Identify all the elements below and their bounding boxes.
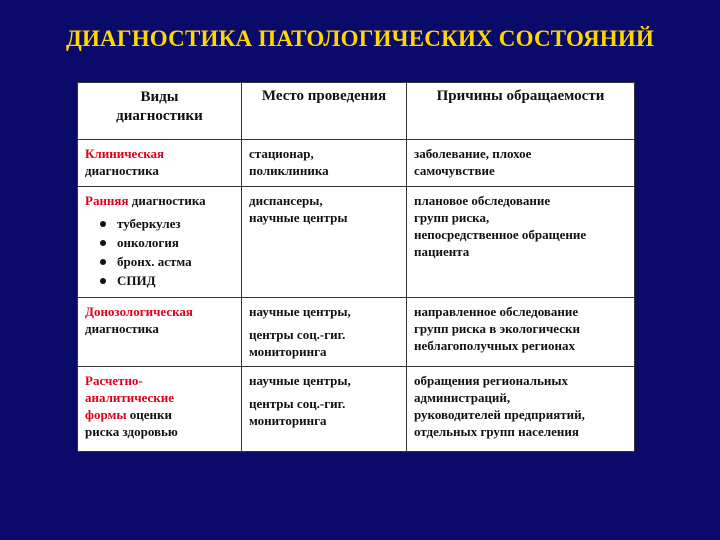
list-item-label: онкология	[117, 235, 179, 250]
reason-line: неблагополучных регионах	[414, 338, 576, 353]
cell-reasons	[407, 298, 635, 367]
reason-line: отдельных групп населения	[414, 424, 579, 439]
bullet-icon	[100, 221, 106, 227]
cell-location	[242, 187, 407, 298]
reason-line: направленное обследование	[414, 304, 579, 319]
type-highlight: Донозологическая	[85, 304, 193, 319]
cell-reasons	[407, 367, 635, 452]
type-highlight: Ранняя	[85, 193, 129, 208]
diagnostics-table	[77, 82, 634, 452]
location-line: диспансеры,	[249, 193, 323, 208]
type-highlight: аналитические	[85, 390, 175, 405]
type-text: оценки	[129, 407, 173, 422]
cell-location	[242, 140, 407, 187]
cell-diagnostic-type	[78, 298, 242, 367]
cell-reasons	[407, 187, 635, 298]
type-text: риска здоровью	[85, 424, 178, 439]
list-item	[99, 253, 235, 270]
location-line: поликлиника	[249, 163, 329, 178]
location-line: научные центры,	[249, 373, 351, 388]
reason-line: групп риска,	[414, 210, 490, 225]
cell-reasons	[407, 140, 635, 187]
cell-diagnostic-type	[78, 187, 242, 298]
list-item-label: бронх. астма	[117, 254, 192, 269]
reason-line: руководителей предприятий,	[414, 407, 585, 422]
list-item	[99, 272, 235, 289]
type-highlight: Расчетно-	[85, 373, 143, 388]
location-line: центры соц.-гиг.	[249, 396, 346, 411]
location-line: научные центры	[249, 210, 348, 225]
type-text: диагностика	[85, 163, 159, 178]
slide-title: ДИАГНОСТИКА ПАТОЛОГИЧЕСКИХ СОСТОЯНИЙ	[65, 26, 655, 51]
header-location: Место проведения	[242, 83, 407, 140]
header-diagnostic-types: Виды диагностики	[78, 83, 242, 140]
reason-line: групп риска в экологически	[414, 321, 580, 336]
table-row	[78, 367, 635, 452]
location-line: стационар,	[249, 146, 314, 161]
list-item-label: СПИД	[117, 273, 156, 288]
bullet-icon	[100, 240, 106, 246]
reason-line: самочувствие	[414, 163, 495, 178]
list-item-label: туберкулез	[117, 216, 181, 231]
location-line: центры соц.-гиг.	[249, 327, 346, 342]
disease-list	[85, 215, 235, 289]
location-line: научные центры,	[249, 304, 351, 319]
cell-diagnostic-type	[78, 140, 242, 187]
table-header-row	[78, 83, 635, 140]
table-row	[78, 140, 635, 187]
cell-location	[242, 367, 407, 452]
table-row	[78, 298, 635, 367]
type-highlight: Клиническая	[85, 146, 165, 161]
reason-line: непосредственное обращение	[414, 227, 587, 242]
location-line: мониторинга	[249, 413, 327, 428]
list-item	[99, 215, 235, 232]
table-row	[78, 187, 635, 298]
list-item	[99, 234, 235, 251]
type-text: диагностика	[85, 321, 159, 336]
cell-location	[242, 298, 407, 367]
reason-line: администраций,	[414, 390, 511, 405]
type-highlight: формы	[85, 407, 127, 422]
cell-diagnostic-type	[78, 367, 242, 452]
reason-line: обращения региональных	[414, 373, 569, 388]
bullet-icon	[100, 259, 106, 265]
reason-line: плановое обследование	[414, 193, 551, 208]
reason-line: заболевание, плохое	[414, 146, 532, 161]
reason-line: пациента	[414, 244, 470, 259]
bullet-icon	[100, 278, 106, 284]
type-text: диагностика	[131, 193, 206, 208]
location-line: мониторинга	[249, 344, 327, 359]
header-reasons: Причины обращаемости	[407, 83, 635, 140]
